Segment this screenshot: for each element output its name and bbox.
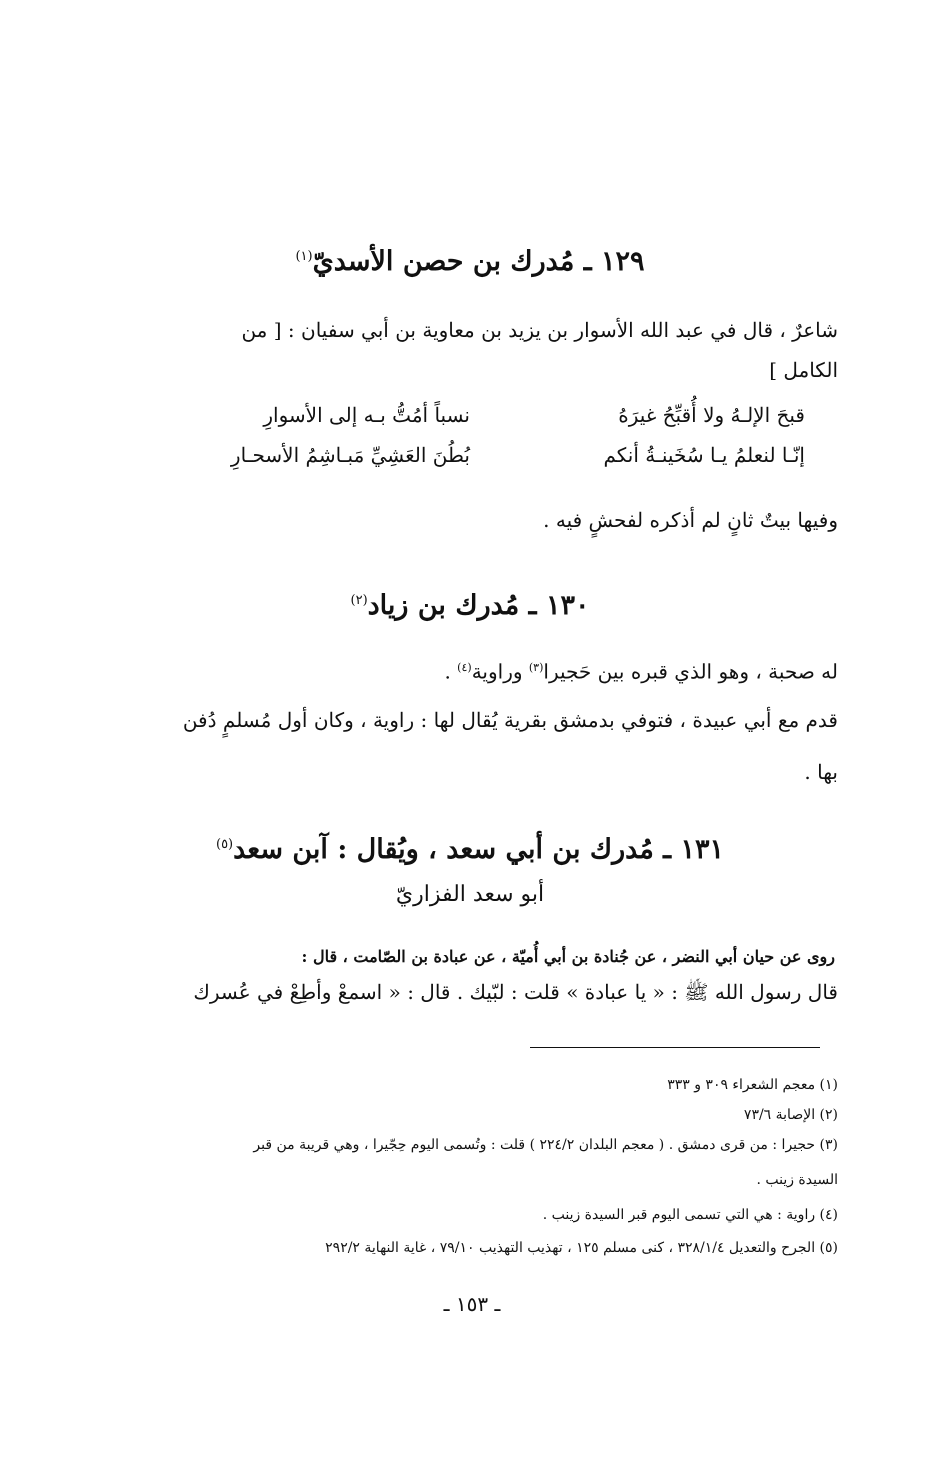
verse-2-second-hemistich: بُطُنَ العَشِيِّ مَبـاشِمُ الأسحـارِ [230, 443, 470, 467]
verse-2-first-hemistich: إنّـا لنعلمُ يـا سُخَينـةُ أنكم [603, 443, 805, 467]
entry-heading-text: ١٢٩ ـ مُدرك بن حصن الأسديّ [312, 246, 645, 277]
verse-1-first-hemistich: قبحَ الإلـهُ ولا أُقبِّحُ غيرَهُ [618, 403, 805, 427]
footnote-ref: (٣) [528, 661, 544, 674]
entry-130-line2: قدم مع أبي عبيدة ، فتوفي بدمشق بقرية يُقال لها : راوية ، وكان أول مُسلمٍ دُفن [182, 708, 838, 732]
entry-130-line1-part-c: . [444, 659, 458, 684]
entry-131-line2: قال رسول الله ﷺ : « يا عبادة » قلت : لبّيك . قال : « اسمعْ وأطِعْ في عُسرك [193, 980, 838, 1004]
entry-heading-text: ١٣١ ـ مُدرك بن أبي سعد ، ويُقال : آبن سعد [233, 834, 725, 865]
verse-1-second-hemistich: نسباً أمُتُّ بـه إلى الأسوارِ [263, 403, 470, 427]
entry-heading-130 [120, 590, 820, 621]
footnote-2: (٢) الإصابة ٧٣/٦ [743, 1107, 838, 1123]
entry-heading-text: ١٣٠ ـ مُدرك بن زياد [367, 590, 590, 621]
entry-129-closing: وفيها بيتٌ ثانٍ لم أذكره لفحشٍ فيه . [543, 508, 838, 532]
footnote-3-continued: السيدة زينب . [756, 1172, 838, 1188]
entry-130-line3: بها . [804, 760, 838, 784]
page-number: ـ ١٥٣ ـ [443, 1292, 501, 1316]
footnote-ref: (٥) [215, 837, 234, 852]
entry-129-intro-line1: شاعرٌ ، قال في عبد الله الأسوار بن يزيد بن معاوية بن أبي سفيان : [ من [241, 318, 838, 342]
footnote-4: (٤) راوية : هي التي تسمى اليوم قبر السيدة زينب . [542, 1207, 838, 1223]
entry-130-line1-part-b: وراوية [471, 659, 529, 684]
footnote-ref: (١) [295, 249, 313, 264]
entry-heading-131 [120, 834, 820, 865]
entry-131-subheading: أبو سعد الفزاريّ [395, 882, 545, 907]
footnote-1: (١) معجم الشعراء ٣٠٩ و ٣٣٣ [667, 1077, 838, 1093]
footnote-5: (٥) الجرح والتعديل ٣٢٨/١/٤ ، كنى مسلم ١٢٥ ، تهذيب التهذيب ٧٩/١٠ ، غاية النهاية ٢٩٢/٢ [325, 1240, 838, 1256]
entry-131-line1: روى عن حيان أبي النضر ، عن جُنادة بن أبي أُميّة ، عن عبادة بن الصّامت ، قال : [301, 947, 835, 966]
entry-130-line1 [148, 648, 838, 692]
entry-130-line1-part-a: له صحبة ، وهو الذي قبره بين حَجيرا [543, 659, 838, 684]
footnote-ref: (٢) [350, 593, 368, 608]
footnote-3: (٣) حجيرا : من قرى دمشق . ( معجم البلدان ٢٢٤/٢ ) قلت : وتُسمى اليوم حِجّيرا ، وهي قريبة من قبر [253, 1137, 838, 1153]
entry-129-intro-line2: الكامل ] [769, 358, 838, 382]
footnote-ref: (٤) [457, 661, 472, 674]
entry-heading-129 [120, 246, 820, 277]
footnote-divider [530, 1047, 820, 1048]
